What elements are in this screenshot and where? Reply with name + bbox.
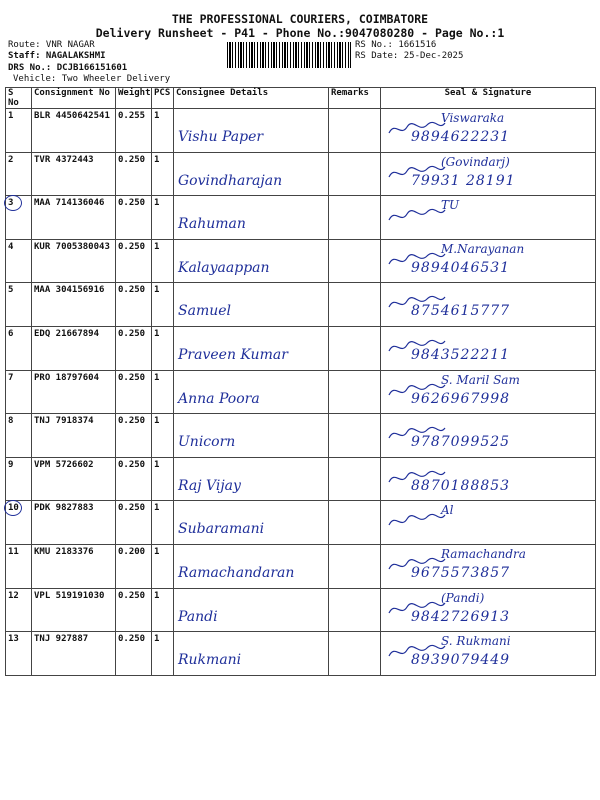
rs-date: RS Date: 25-Dec-2025 — [355, 51, 464, 61]
remarks-cell — [329, 239, 381, 283]
weight-cell: 0.250 — [116, 632, 152, 676]
signature-phone: 8939079449 — [411, 652, 511, 669]
weight-cell: 0.250 — [116, 152, 152, 196]
signature-name: (Govindarj) — [441, 154, 510, 169]
signature-scribble — [387, 293, 447, 313]
signature-cell — [381, 588, 596, 632]
pcs-cell: 1 — [152, 326, 174, 370]
signature-cell — [381, 326, 596, 370]
signature-cell — [381, 152, 596, 196]
signature-phone: 8870188853 — [411, 477, 511, 494]
weight-cell: 0.250 — [116, 196, 152, 240]
table-row — [6, 326, 596, 370]
remarks-cell — [329, 414, 381, 458]
serial-cell: 4 — [6, 239, 32, 283]
consignee-handwriting: Raj Vijay — [178, 477, 241, 494]
signature-scribble — [387, 599, 447, 619]
col-header: Seal & Signature — [381, 88, 596, 109]
ink-circle — [4, 500, 22, 516]
drs-label: DRS No.: DCJB166151601 — [8, 63, 128, 73]
consignment-cell: MAA 714136046 — [32, 196, 116, 240]
signature-scribble — [387, 424, 447, 444]
consignee-handwriting: Rahuman — [178, 216, 246, 233]
remarks-cell — [329, 196, 381, 240]
signature-scribble — [387, 642, 447, 662]
runsheet-subtitle: Delivery Runsheet - P41 - Phone No.:9047080280 - Page No.:1 — [95, 26, 505, 40]
pcs-cell: 1 — [152, 588, 174, 632]
signature-scribble — [387, 119, 447, 139]
consignee-handwriting: Kalayaappan — [178, 259, 270, 276]
consignee-handwriting: Praveen Kumar — [178, 346, 288, 363]
serial-cell: 7 — [6, 370, 32, 414]
remarks-cell — [329, 588, 381, 632]
consignee-cell — [174, 152, 329, 196]
signature-cell — [381, 109, 596, 153]
signature-name: M.Narayanan — [441, 241, 525, 256]
serial-cell: 5 — [6, 283, 32, 327]
remarks-cell — [329, 632, 381, 676]
pcs-cell: 1 — [152, 239, 174, 283]
pcs-cell: 1 — [152, 544, 174, 588]
weight-cell: 0.250 — [116, 239, 152, 283]
consignment-cell: PRO 18797604 — [32, 370, 116, 414]
consignment-cell: TVR 4372443 — [32, 152, 116, 196]
signature-cell — [381, 501, 596, 545]
consignee-cell — [174, 457, 329, 501]
consignee-cell — [174, 588, 329, 632]
serial-cell: 6 — [6, 326, 32, 370]
consignee-cell — [174, 196, 329, 240]
consignment-cell: KMU 2183376 — [32, 544, 116, 588]
serial-cell: 10 — [6, 501, 32, 545]
consignee-cell — [174, 370, 329, 414]
signature-phone: 79931 28191 — [411, 172, 516, 189]
signature-scribble — [387, 250, 447, 270]
ink-circle — [4, 195, 22, 211]
col-header: S No — [6, 88, 32, 109]
signature-phone: 9787099525 — [411, 434, 511, 451]
consignee-cell — [174, 501, 329, 545]
signature-cell — [381, 414, 596, 458]
consignment-cell: TNJ 927887 — [32, 632, 116, 676]
weight-cell: 0.200 — [116, 544, 152, 588]
signature-cell — [381, 632, 596, 676]
signature-phone: 9675573857 — [411, 564, 511, 581]
weight-cell: 0.250 — [116, 370, 152, 414]
remarks-cell — [329, 544, 381, 588]
serial-cell: 8 — [6, 414, 32, 458]
serial-cell: 2 — [6, 152, 32, 196]
pcs-cell: 1 — [152, 109, 174, 153]
table-row — [6, 632, 596, 676]
pcs-cell: 1 — [152, 283, 174, 327]
signature-scribble — [387, 206, 447, 226]
table-header-row — [6, 88, 596, 109]
table-row — [6, 239, 596, 283]
rs-number: RS No.: 1661516 — [355, 40, 437, 50]
remarks-cell — [329, 283, 381, 327]
col-header: Consignee Details — [174, 88, 329, 109]
table-row — [6, 544, 596, 588]
consignment-cell: VPM 5726602 — [32, 457, 116, 501]
consignee-handwriting: Subaramani — [178, 521, 265, 538]
serial-cell: 3 — [6, 196, 32, 240]
col-header: PCS — [152, 88, 174, 109]
signature-phone: 8754615777 — [411, 303, 511, 320]
serial-cell: 13 — [6, 632, 32, 676]
signature-scribble — [387, 468, 447, 488]
signature-name: S. Rukmani — [441, 634, 511, 649]
consignee-cell — [174, 239, 329, 283]
signature-name: S. Maril Sam — [441, 372, 520, 387]
col-header: Weight — [116, 88, 152, 109]
consignee-handwriting: Vishu Paper — [178, 129, 264, 145]
pcs-cell: 1 — [152, 632, 174, 676]
barcode-image — [227, 42, 351, 68]
pcs-cell: 1 — [152, 370, 174, 414]
signature-name: Viswaraka — [441, 111, 505, 125]
weight-cell: 0.250 — [116, 326, 152, 370]
pcs-cell: 1 — [152, 457, 174, 501]
serial-cell: 1 — [6, 109, 32, 153]
weight-cell: 0.250 — [116, 588, 152, 632]
table-row — [6, 109, 596, 153]
signature-name: TU — [441, 198, 460, 213]
consignee-handwriting: Govindharajan — [178, 172, 283, 189]
weight-cell: 0.250 — [116, 414, 152, 458]
signature-scribble — [387, 511, 447, 531]
pcs-cell: 1 — [152, 196, 174, 240]
company-title: THE PROFESSIONAL COURIERS, COIMBATORE — [171, 12, 429, 26]
consignee-cell — [174, 544, 329, 588]
pcs-cell: 1 — [152, 152, 174, 196]
signature-phone: 9626967998 — [411, 390, 511, 407]
remarks-cell — [329, 109, 381, 153]
table-row — [6, 588, 596, 632]
signature-cell — [381, 370, 596, 414]
table-row — [6, 283, 596, 327]
signature-cell — [381, 283, 596, 327]
signature-scribble — [387, 163, 447, 183]
signature-cell — [381, 239, 596, 283]
signature-name: Al — [441, 503, 454, 518]
remarks-cell — [329, 457, 381, 501]
consignee-cell — [174, 632, 329, 676]
vehicle-label: Vehicle: Two Wheeler Delivery — [13, 74, 171, 84]
signature-scribble — [387, 555, 447, 575]
consignment-cell: VPL 519191030 — [32, 588, 116, 632]
signature-phone: 9842726913 — [411, 608, 511, 625]
signature-phone: 9894622231 — [411, 129, 511, 145]
consignment-cell: PDK 9827883 — [32, 501, 116, 545]
consignee-cell — [174, 109, 329, 153]
staff-label: Staff: NAGALAKSHMI — [8, 51, 106, 61]
weight-cell: 0.250 — [116, 457, 152, 501]
signature-phone: 9843522211 — [411, 346, 511, 363]
remarks-cell — [329, 326, 381, 370]
weight-cell: 0.250 — [116, 501, 152, 545]
remarks-cell — [329, 370, 381, 414]
table-row — [6, 370, 596, 414]
pcs-cell: 1 — [152, 501, 174, 545]
consignee-handwriting: Anna Poora — [178, 390, 260, 407]
consignee-cell — [174, 414, 329, 458]
serial-cell: 12 — [6, 588, 32, 632]
signature-name: Ramachandra — [441, 546, 526, 561]
consignment-cell: KUR 7005380043 — [32, 239, 116, 283]
consignee-cell — [174, 326, 329, 370]
consignment-cell: TNJ 7918374 — [32, 414, 116, 458]
consignee-handwriting: Pandi — [178, 608, 218, 625]
signature-cell — [381, 544, 596, 588]
signature-cell — [381, 196, 596, 240]
signature-phone: 9894046531 — [411, 259, 511, 276]
remarks-cell — [329, 152, 381, 196]
consignee-cell — [174, 283, 329, 327]
consignment-cell: MAA 304156916 — [32, 283, 116, 327]
remarks-cell — [329, 501, 381, 545]
consignment-cell: BLR 4450642541 — [32, 109, 116, 153]
weight-cell: 0.255 — [116, 109, 152, 153]
consignee-handwriting: Ramachandaran — [178, 564, 295, 581]
pcs-cell: 1 — [152, 414, 174, 458]
signature-scribble — [387, 337, 447, 357]
route-label: Route: VNR NAGAR — [8, 40, 95, 50]
table-row — [6, 457, 596, 501]
serial-cell: 9 — [6, 457, 32, 501]
col-header: Consignment No — [32, 88, 116, 109]
signature-name: (Pandi) — [441, 590, 485, 605]
table-row — [6, 152, 596, 196]
consignment-cell: EDQ 21667894 — [32, 326, 116, 370]
table-row — [6, 414, 596, 458]
signature-cell — [381, 457, 596, 501]
signature-scribble — [387, 381, 447, 401]
serial-cell: 11 — [6, 544, 32, 588]
runsheet-table — [5, 87, 596, 676]
table-row — [6, 501, 596, 545]
consignee-handwriting: Rukmani — [178, 652, 242, 669]
consignee-handwriting: Unicorn — [178, 434, 236, 451]
weight-cell: 0.250 — [116, 283, 152, 327]
col-header: Remarks — [329, 88, 381, 109]
table-row — [6, 196, 596, 240]
consignee-handwriting: Samuel — [178, 303, 231, 320]
